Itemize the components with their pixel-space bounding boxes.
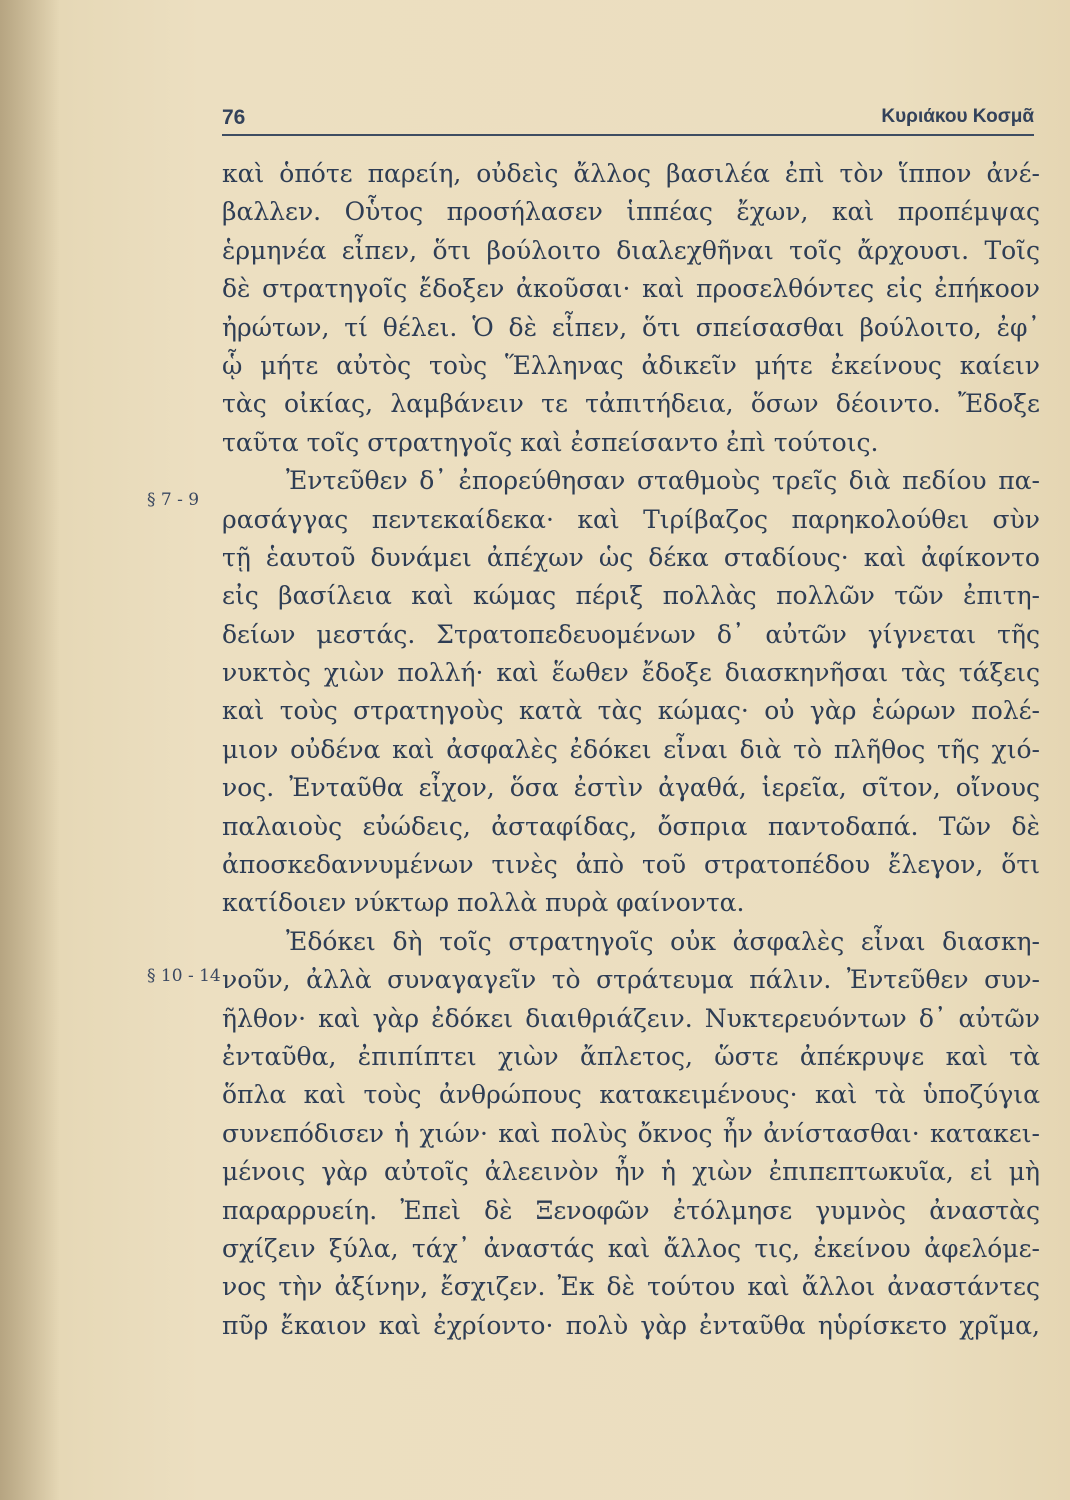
- text-line: Ἐντεῦθεν δ᾽ ἐπορεύθησαν σταθμοὺς τρεῖς διὰ πεδίου πα-: [286, 466, 1040, 496]
- running-head: Κυριάκου Κοσμᾶ: [881, 106, 1034, 127]
- text-line: νυκτὸς χιὼν πολλή· καὶ ἕωθεν ἔδοξε διασκηνῆσαι τὰς τάξεις: [222, 658, 1040, 688]
- body-text: [222, 155, 1040, 1345]
- text-line: εἰς βασίλεια καὶ κώμας πέριξ πολλὰς πολλῶν τῶν ἐπιτη-: [222, 581, 1040, 611]
- page-gutter-shadow: [0, 0, 60, 1500]
- page-header: [222, 98, 1034, 136]
- text-line: ἑρμηνέα εἶπεν, ὅτι βούλοιτο διαλεχθῆναι τοῖς ἄρχουσι. Τοῖς: [222, 235, 1040, 265]
- section-reference: § 10 - 14: [147, 966, 221, 986]
- text-line: καὶ ὁπότε παρείη, οὐδεὶς ἄλλος βασιλέα ἐπὶ τὸν ἵππον ἀνέ-: [222, 159, 1040, 188]
- text-line: ἀποσκεδαννυμένων τινὲς ἀπὸ τοῦ στρατοπέδου ἔλεγον, ὅτι: [222, 850, 1040, 880]
- text-line: δὲ στρατηγοῖς ἔδοξεν ἀκοῦσαι· καὶ προσελθόντες εἰς ἐπήκοον: [222, 274, 1040, 304]
- text-line: ῆλθον· καὶ γὰρ ἐδόκει διαιθριάζειν. Νυκτερευόντων δ᾽ αὐτῶν: [222, 1003, 1040, 1033]
- text-line: νοῦν, ἀλλὰ συναγαγεῖν τὸ στράτευμα πάλιν. Ἐντεῦθεν συν-: [222, 965, 1040, 995]
- text-line: δείων μεστάς. Στρατοπεδευομένων δ᾽ αὐτῶν γίγνεται τῆς: [222, 619, 1040, 649]
- text-line: παλαιοὺς εὐώδεις, ἀσταφίδας, ὄσπρια παντοδαπά. Τῶν δὲ: [222, 811, 1040, 841]
- section-reference: § 7 - 9: [147, 490, 200, 510]
- text-line: παραρρυείη. Ἐπεὶ δὲ Ξενοφῶν ἐτόλμησε γυμνὸς ἀναστὰς: [222, 1195, 1040, 1225]
- text-line: καὶ τοὺς στρατηγοὺς κατὰ τὰς κώμας· οὐ γὰρ ἑώρων πολέ-: [222, 696, 1040, 726]
- text-line: Ἐδόκει δὴ τοῖς στρατηγοῖς οὐκ ἀσφαλὲς εἶναι διασκη-: [286, 926, 1040, 956]
- text-line: μιον οὐδένα καὶ ἀσφαλὲς ἐδόκει εἶναι διὰ τὸ πλῆθος τῆς χιό-: [222, 734, 1040, 764]
- text-line: ρασάγγας πεντεκαίδεκα· καὶ Τιρίβαζος παρηκολούθει σὺν: [222, 504, 1040, 534]
- text-line: ὅπλα καὶ τοὺς ἀνθρώπους κατακειμένους· καὶ τὰ ὑποζύγια: [222, 1080, 1040, 1110]
- text-line: νος τὴν ἀξίνην, ἔσχιζεν. Ἐκ δὲ τούτου καὶ ἄλλοι ἀναστάντες: [222, 1272, 1040, 1302]
- page-number: 76: [222, 106, 246, 129]
- text-line: ἐνταῦθα, ἐπιπίπτει χιὼν ἄπλετος, ὥστε ἀπέκρυψε καὶ τὰ: [222, 1041, 1040, 1071]
- text-line: σχίζειν ξύλα, τάχ᾽ ἀναστάς καὶ ἄλλος τις, ἐκείνου ἀφελόμε-: [222, 1233, 1040, 1263]
- text-line: ταῦτα τοῖς στρατηγοῖς καὶ ἐσπείσαντο ἐπὶ τούτοις.: [222, 427, 879, 457]
- text-line: τὰς οἰκίας, λαμβάνειν τε τἀπιτήδεια, ὅσων δέοιντο. Ἔδοξε: [222, 389, 1040, 419]
- text-line: τῇ ἑαυτοῦ δυνάμει ἀπέχων ὡς δέκα σταδίους· καὶ ἀφίκοντο: [222, 542, 1040, 572]
- text-line: κατίδοιεν νύκτωρ πολλὰ πυρὰ φαίνοντα.: [222, 888, 745, 918]
- text-line: πῦρ ἔκαιον καὶ ἐχρίοντο· πολὺ γὰρ ἐνταῦθα ηὑρίσκετο χρῖμα,: [222, 1310, 1040, 1340]
- text-line: βαλλεν. Οὗτος προσήλασεν ἱππέας ἔχων, καὶ προπέμψας: [222, 197, 1040, 227]
- text-line: μένοις γὰρ αὐτοῖς ἀλεεινὸν ἦν ἡ χιὼν ἐπιπεπτωκυῖα, εἰ μὴ: [222, 1157, 1040, 1187]
- text-line: ᾧ μήτε αὐτὸς τοὺς Ἕλληνας ἀδικεῖν μήτε ἐκείνους καίειν: [222, 350, 1040, 380]
- text-line: νος. Ἐνταῦθα εἶχον, ὅσα ἐστὶν ἀγαθά, ἱερεῖα, σῖτον, οἴνους: [222, 773, 1040, 803]
- text-line: ἠρώτων, τί θέλει. Ὁ δὲ εἶπεν, ὅτι σπείσασθαι βούλοιτο, ἐφ᾽: [222, 312, 1040, 342]
- text-line: συνεπόδισεν ἡ χιών· καὶ πολὺς ὄκνος ἦν ἀνίστασθαι· κατακει-: [222, 1118, 1040, 1148]
